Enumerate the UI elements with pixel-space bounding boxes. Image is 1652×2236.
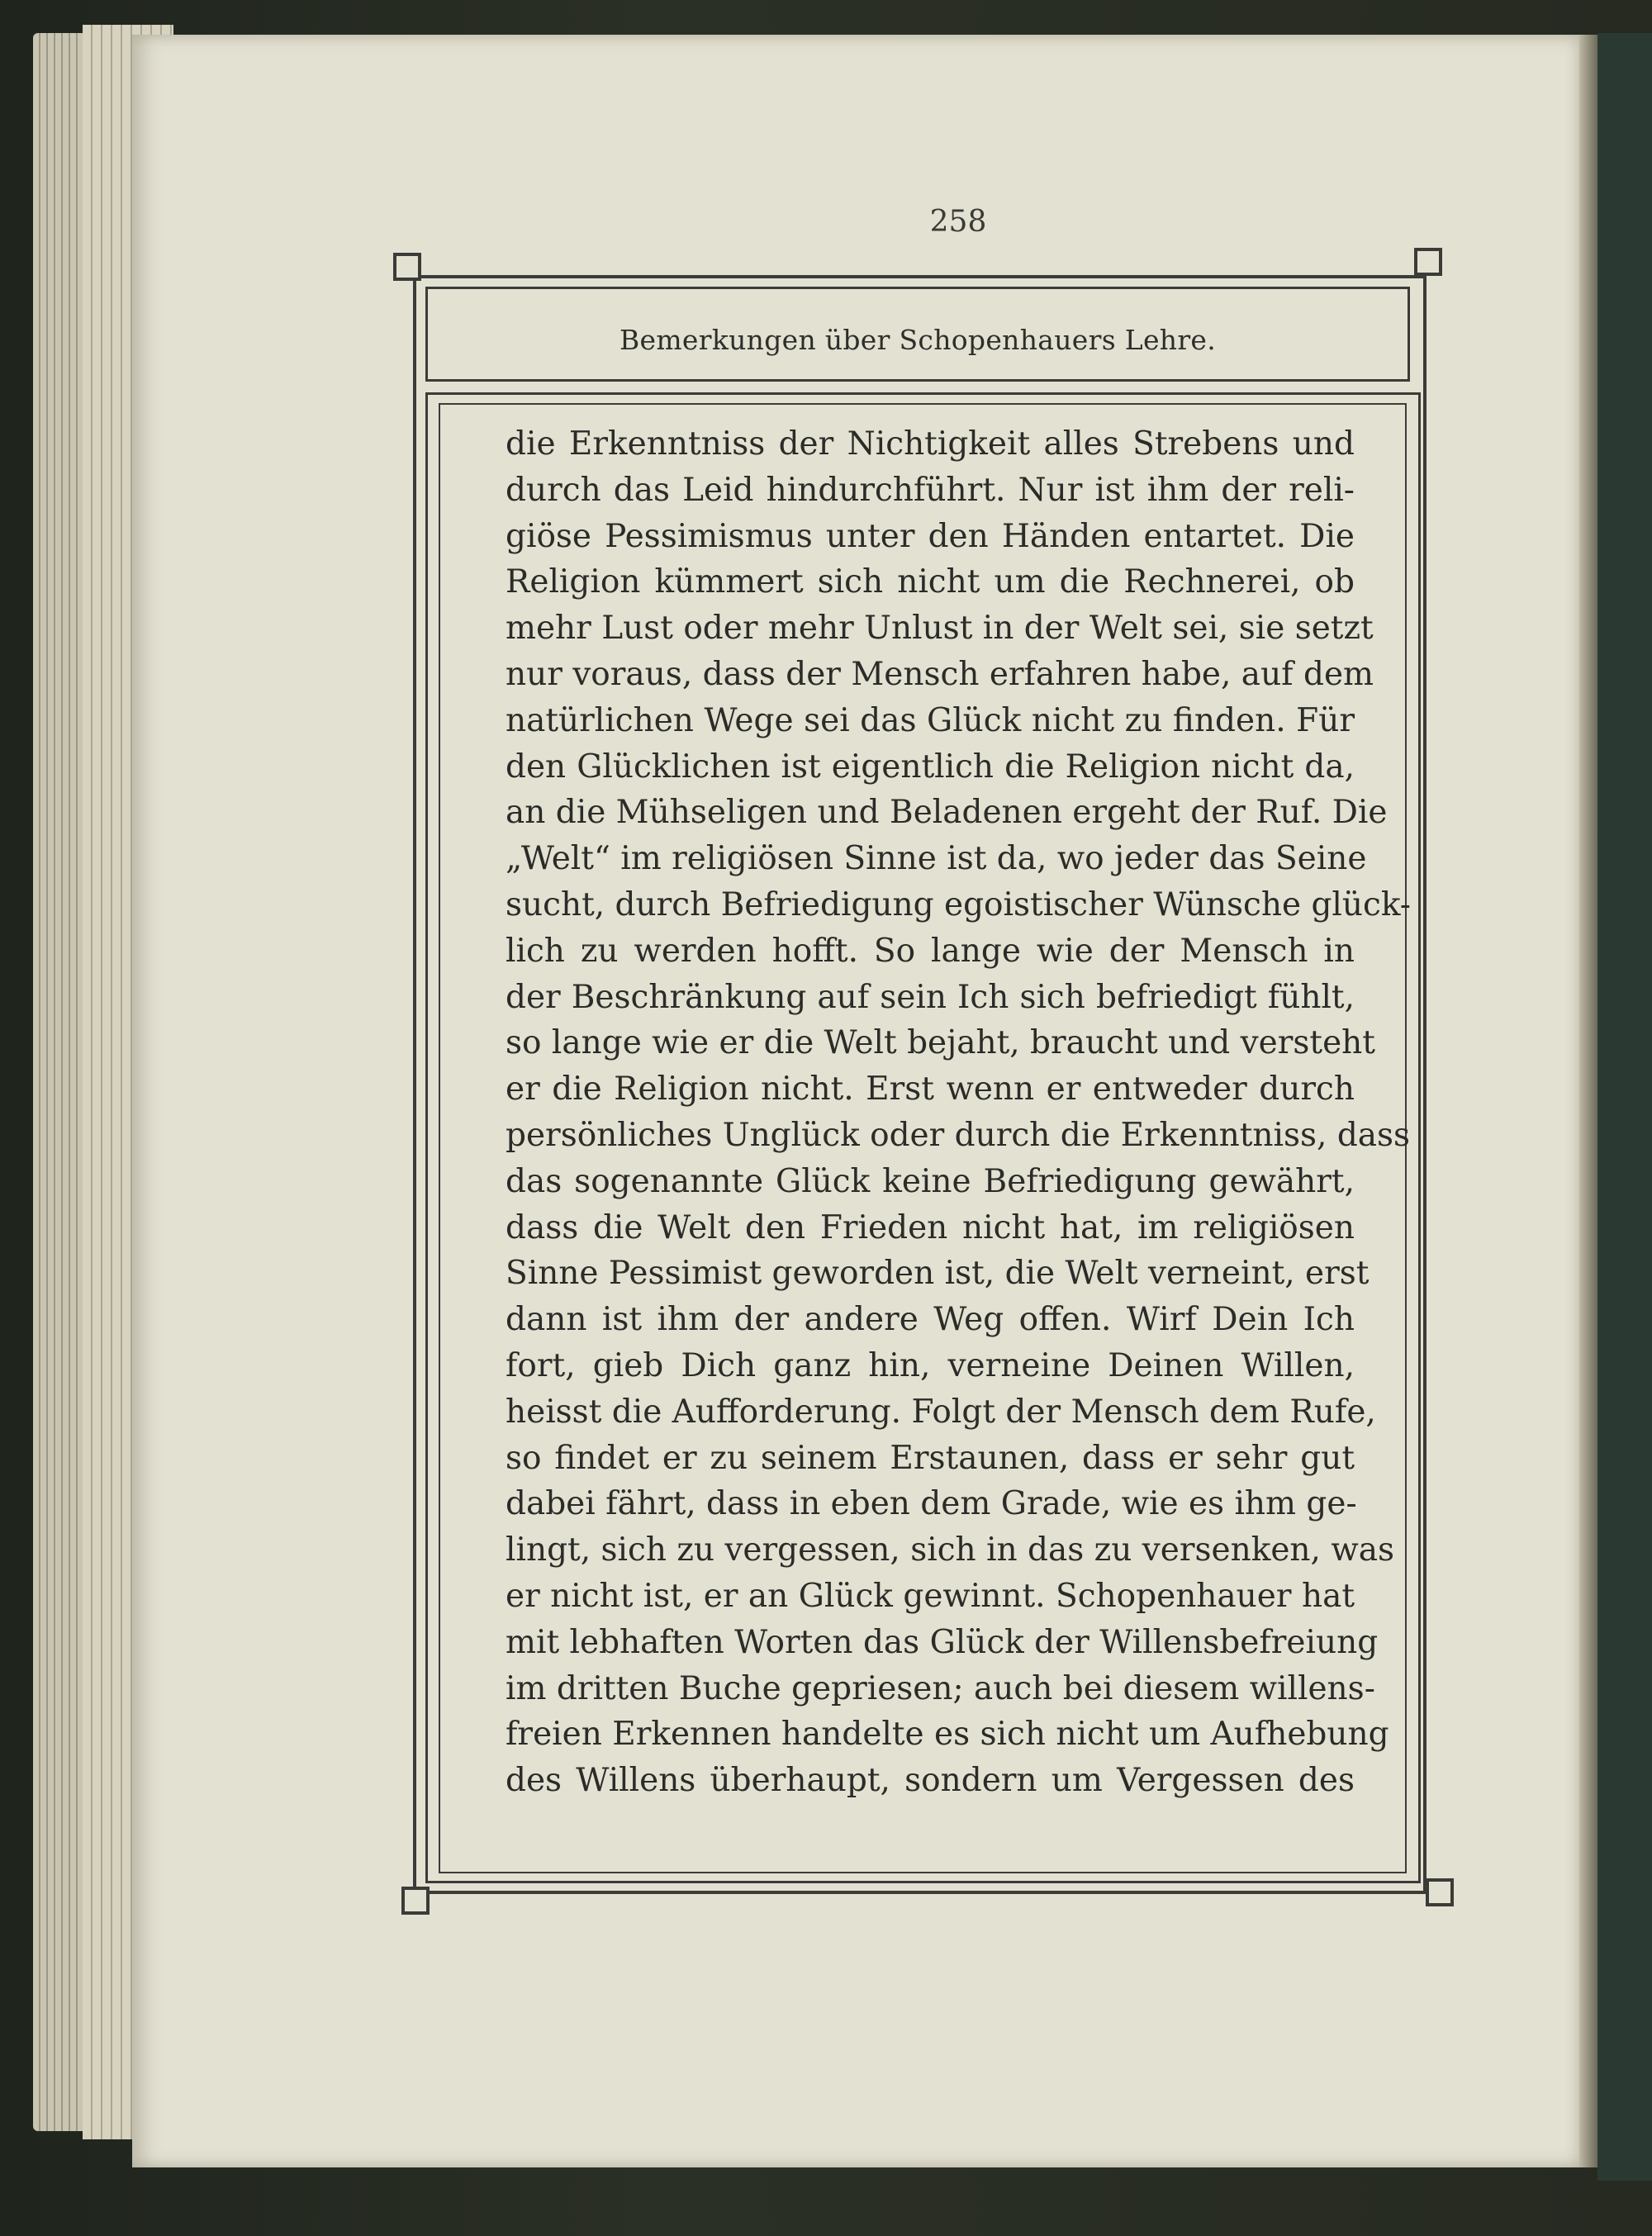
- text-line: er die Religion nicht. Erst wenn er entweder durch: [506, 1071, 1355, 1109]
- frame-corner-ornament: [393, 253, 421, 281]
- text-line: mehr Lust oder mehr Unlust in der Welt sei, sie setzt: [506, 610, 1374, 648]
- text-line: dann ist ihm der andere Weg offen. Wirf Dein Ich: [506, 1301, 1355, 1339]
- text-line: persönliches Unglück oder durch die Erkenntniss, dass: [506, 1116, 1411, 1154]
- text-line: fort, gieb Dich ganz hin, verneine Deinen Willen,: [506, 1346, 1355, 1384]
- text-line: freien Erkennen handelte es sich nicht um Aufhebung: [506, 1716, 1389, 1754]
- text-line: das sogenannte Glück keine Befriedigung gewährt,: [506, 1162, 1355, 1200]
- text-line: natürlichen Wege sei das Glück nicht zu finden. Für: [506, 701, 1355, 739]
- text-line: dass die Welt den Frieden nicht hat, im religiösen: [506, 1208, 1355, 1246]
- text-line: des Willens überhaupt, sondern um Vergessen des: [506, 1762, 1355, 1800]
- frame-rule-right: [1423, 275, 1427, 1894]
- text-line: so lange wie er die Welt bejaht, braucht und versteht: [506, 1024, 1375, 1062]
- text-line: an die Mühseligen und Beladenen ergeht der Ruf. Die: [506, 794, 1388, 832]
- body-text: [506, 421, 1411, 1804]
- text-line: giöse Pessimismus unter den Händen entartet. Die: [506, 517, 1355, 555]
- text-line: durch das Leid hindurchführt. Nur ist ihm der reli-: [506, 471, 1355, 509]
- page-number: 258: [929, 205, 987, 239]
- text-line: Sinne Pessimist geworden ist, die Welt verneint, erst: [506, 1255, 1370, 1293]
- text-line: lingt, sich zu vergessen, sich in das zu versenken, was: [506, 1531, 1394, 1569]
- frame-corner-ornament: [1414, 248, 1442, 276]
- text-line: lich zu werden hofft. So lange wie der Mensch in: [506, 932, 1355, 970]
- text-line: er nicht ist, er an Glück gewinnt. Schopenhauer hat: [506, 1577, 1355, 1615]
- text-line: so findet er zu seinem Erstaunen, dass er sehr gut: [506, 1439, 1355, 1477]
- text-line: „Welt“ im religiösen Sinne ist da, wo jeder das Seine: [506, 840, 1367, 878]
- book-gutter: [1579, 35, 1597, 2167]
- frame-rule-left: [413, 275, 416, 1894]
- running-head-box: [425, 287, 1410, 382]
- frame-rule-top: [413, 275, 1427, 278]
- text-line: mit lebhaften Worten das Glück der Willensbefreiung: [506, 1623, 1379, 1661]
- text-line: den Glücklichen ist eigentlich die Religion nicht da,: [506, 748, 1355, 786]
- running-head: Bemerkungen über Schopenhauers Lehre.: [619, 324, 1217, 356]
- text-line: im dritten Buche gepriesen; auch bei diesem willens-: [506, 1669, 1375, 1707]
- text-line: sucht, durch Befriedigung egoistischer Wünsche glück-: [506, 885, 1411, 923]
- frame-rule-bottom: [413, 1891, 1427, 1894]
- text-line: der Beschränkung auf sein Ich sich befriedigt fühlt,: [506, 978, 1355, 1016]
- text-line: nur voraus, dass der Mensch erfahren habe, auf dem: [506, 655, 1374, 693]
- text-line: die Erkenntniss der Nichtigkeit alles Strebens und: [506, 425, 1355, 463]
- facing-page-edge: [1597, 33, 1652, 2181]
- frame-corner-ornament: [401, 1887, 430, 1915]
- text-line: Religion kümmert sich nicht um die Rechnerei, ob: [506, 563, 1355, 601]
- text-line: dabei fährt, dass in eben dem Grade, wie es ihm ge-: [506, 1485, 1357, 1523]
- text-line: heisst die Aufforderung. Folgt der Mensch dem Rufe,: [506, 1393, 1376, 1431]
- frame-corner-ornament: [1426, 1878, 1454, 1906]
